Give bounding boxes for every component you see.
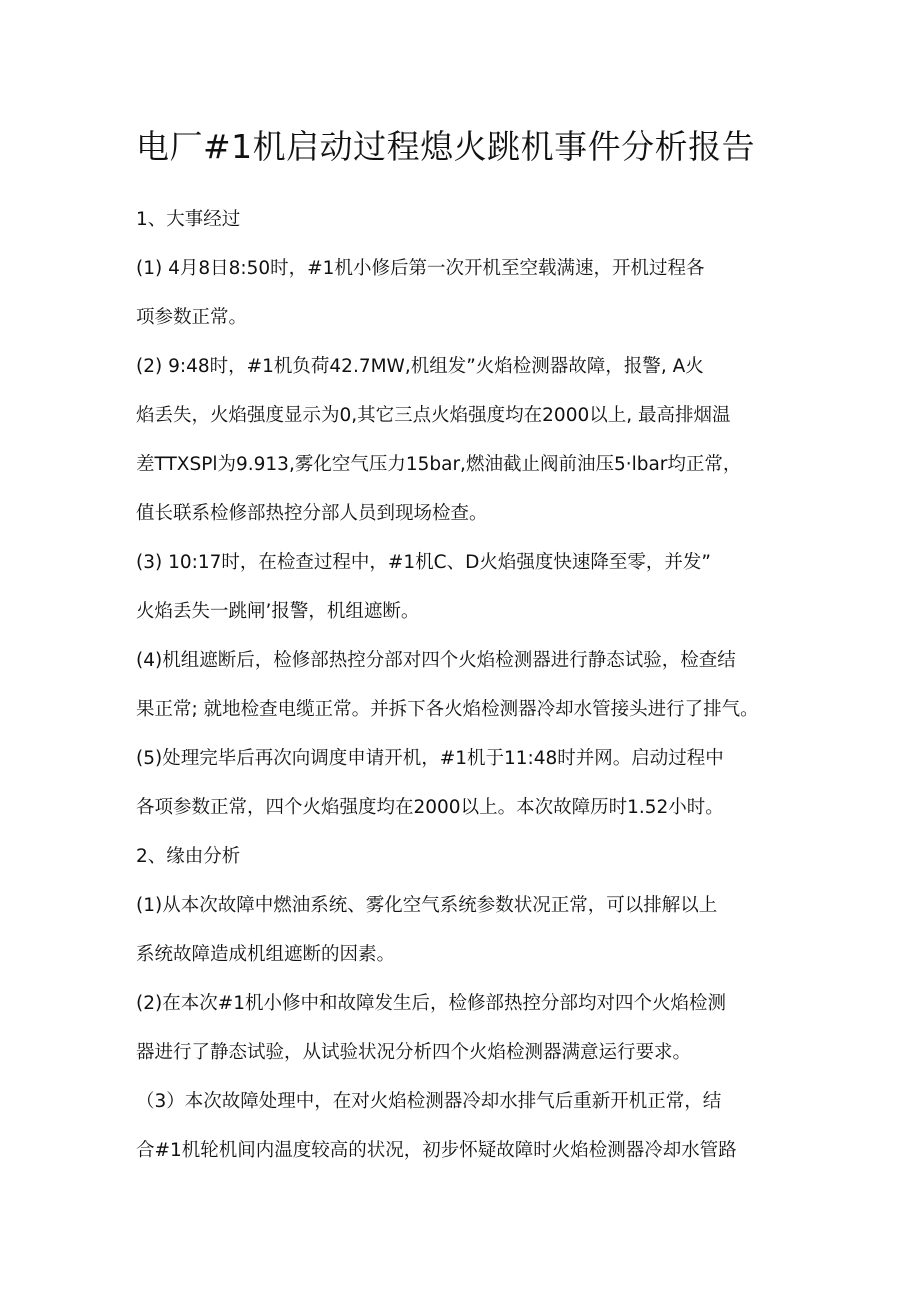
paragraph-line: 合#1机轮机间内温度较高的状况，初步怀疑故障时火焰检测器冷却水管路	[136, 1140, 737, 1161]
paragraph-line: 值长联系检修部热控分部人员到现场检查。	[136, 503, 488, 524]
paragraph-line: 差TTXSPl为9.913,雾化空气压力15bar,燃油截止阀前油压5·lbar均正常，	[136, 454, 742, 475]
paragraph-line: 器进行了静态试验，从试验状况分析四个火焰检测器满意运行要求。	[136, 1042, 692, 1063]
document-title: 电厂#1机启动过程熄火跳机事件分析报告	[136, 127, 756, 166]
section-heading-1: 1、大事经过	[136, 209, 241, 230]
paragraph-line: 焰丢失，火焰强度显示为0,其它三点火焰强度均在2000以上, 最高排烟温	[136, 405, 731, 426]
paragraph-line: 各项参数正常，四个火焰强度均在2000以上。本次故障历时1.52小时。	[136, 797, 724, 818]
paragraph-line: (4)机组遮断后，检修部热控分部对四个火焰检测器进行静态试验，检查结	[136, 650, 736, 671]
document-body	[136, 208, 796, 1188]
paragraph-line: （3）本次故障处理中，在对火焰检测器冷却水排气后重新开机正常，结	[136, 1091, 722, 1112]
paragraph-line: (1) 4月8日8:50时，#1机小修后第一次开机至空载满速，开机过程各	[136, 258, 705, 279]
paragraph-line: (1)从本次故障中燃油系统、雾化空气系统参数状况正常，可以排解以上	[136, 895, 718, 916]
paragraph-line: (2)在本次#1机小修中和故障发生后，检修部热控分部均对四个火焰检测	[136, 993, 726, 1014]
paragraph-line: (3) 10:17时，在检查过程中，#1机C、D火焰强度快速降至零，并发”	[136, 552, 711, 573]
section-heading-2: 2、缘由分析	[136, 846, 241, 867]
paragraph-line: 项参数正常。	[136, 307, 248, 328]
paragraph-line: 系统故障造成机组遮断的因素。	[136, 944, 396, 965]
paragraph-line: 火焰丢失一跳闸’报警，机组遮断。	[136, 601, 420, 622]
paragraph-line: 果正常; 就地检查电缆正常。并拆下各火焰检测器冷却水管接头进行了排气。	[136, 699, 759, 720]
paragraph-line: (5)处理完毕后再次向调度申请开机，#1机于11:48时并网。启动过程中	[136, 748, 724, 769]
paragraph-line: (2) 9:48时，#1机负荷42.7MW,机组发”火焰检测器故障，报警, A火	[136, 356, 704, 377]
